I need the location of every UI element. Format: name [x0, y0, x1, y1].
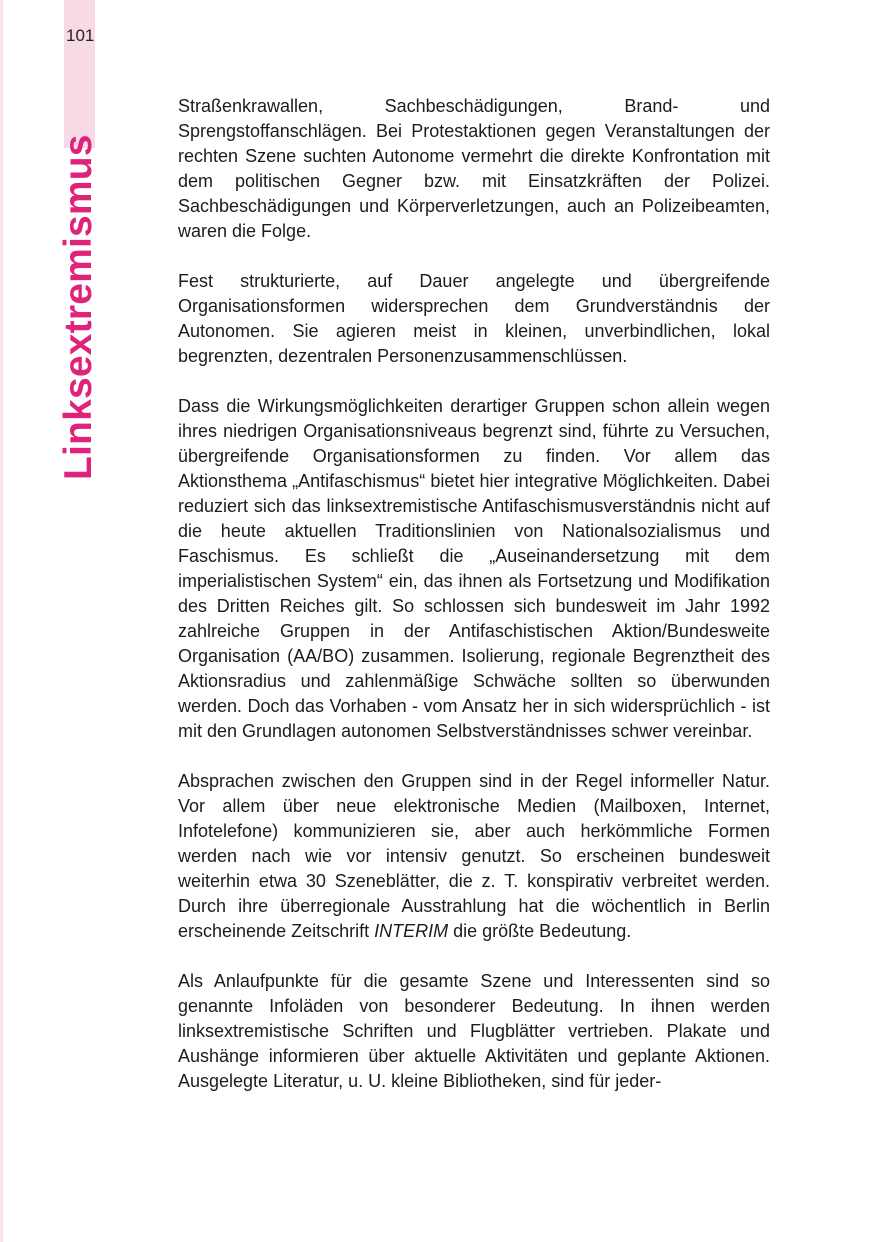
page-left-edge	[0, 0, 3, 1242]
paragraph-2: Fest strukturierte, auf Dauer angelegte und übergreifende Organisationsformen widersprechen dem Grundverständnis der Autonomen. Sie agieren meist in kleinen, unverbindlichen, lokal begrenzten, dezentralen Personenzusammenschlüssen.	[178, 271, 770, 366]
page-number-tab	[64, 0, 95, 148]
chapter-side-title: Linksextremismus	[57, 134, 100, 480]
paragraph-5: Als Anlaufpunkte für die gesamte Szene und Interessenten sind so genannte Infoläden von besonderer Bedeutung. In ihnen werden linksextremistische Schriften und Flugblätter vertrieben. Plakate und Aushänge informieren über aktuelle Aktivitäten und geplante Aktionen. Ausgelegte Literatur, u. U. kleine Bibliotheken, sind für jeder-	[178, 971, 770, 1091]
body-text	[178, 94, 770, 1119]
paragraph-1: Straßenkrawallen, Sachbeschädigungen, Brand- und Sprengstoffanschlägen. Bei Protestaktionen gegen Veranstaltungen der rechten Szene suchten Autonome vermehrt die direkte Konfrontation mit dem politischen Gegner bzw. mit Einsatzkräften der Polizei. Sachbeschädigungen und Körperverletzungen, auch an Polizeibeamten, waren die Folge.	[178, 96, 770, 241]
paragraph-4-text-after: die größte Bedeutung.	[448, 921, 632, 941]
page-number: 101	[66, 26, 95, 45]
paragraph-4-text-before: Absprachen zwischen den Gruppen sind in der Regel informeller Natur. Vor allem über neue elektronische Medien (Mailboxen, Internet, Infotelefone) kommunizieren sie, aber auch herkömmliche Formen werden nach wie vor intensiv genutzt. So erscheinen bundesweit weiterhin etwa 30 Szeneblätter, die z. T. konspirativ verbreitet werden. Durch ihre überregionale Ausstrahlung hat die wöchentlich in Berlin erscheinende Zeitschrift	[178, 771, 770, 941]
paragraph-4	[178, 769, 770, 944]
publication-title-interim: INTERIM	[374, 921, 449, 941]
paragraph-3: Dass die Wirkungsmöglichkeiten derartiger Gruppen schon allein wegen ihres niedrigen Organisationsniveaus begrenzt sind, führte zu Versuchen, übergreifende Organisationsformen zu finden. Vor allem das Aktionsthema „Antifaschismus“ bietet hier integrative Möglichkeiten. Dabei reduziert sich das linksextremistische Antifaschismusverständnis nicht auf die heute aktuellen Traditionslinien von Nationalsozialismus und Faschismus. Es schließt die „Auseinandersetzung mit dem imperialistischen System“ ein, das ihnen als Fortsetzung und Modifikation des Dritten Reiches gilt. So schlossen sich bundesweit im Jahr 1992 zahlreiche Gruppen in der Antifaschistischen Aktion/Bundesweite Organisation (AA/BO) zusammen. Isolierung, regionale Begrenztheit des Aktionsradius und zahlenmäßige Schwäche sollten so überwunden werden. Doch das Vorhaben - vom Ansatz her in sich widersprüchlich - ist mit den Grundlagen autonomen Selbstverständnisses schwer vereinbar.	[178, 396, 770, 741]
